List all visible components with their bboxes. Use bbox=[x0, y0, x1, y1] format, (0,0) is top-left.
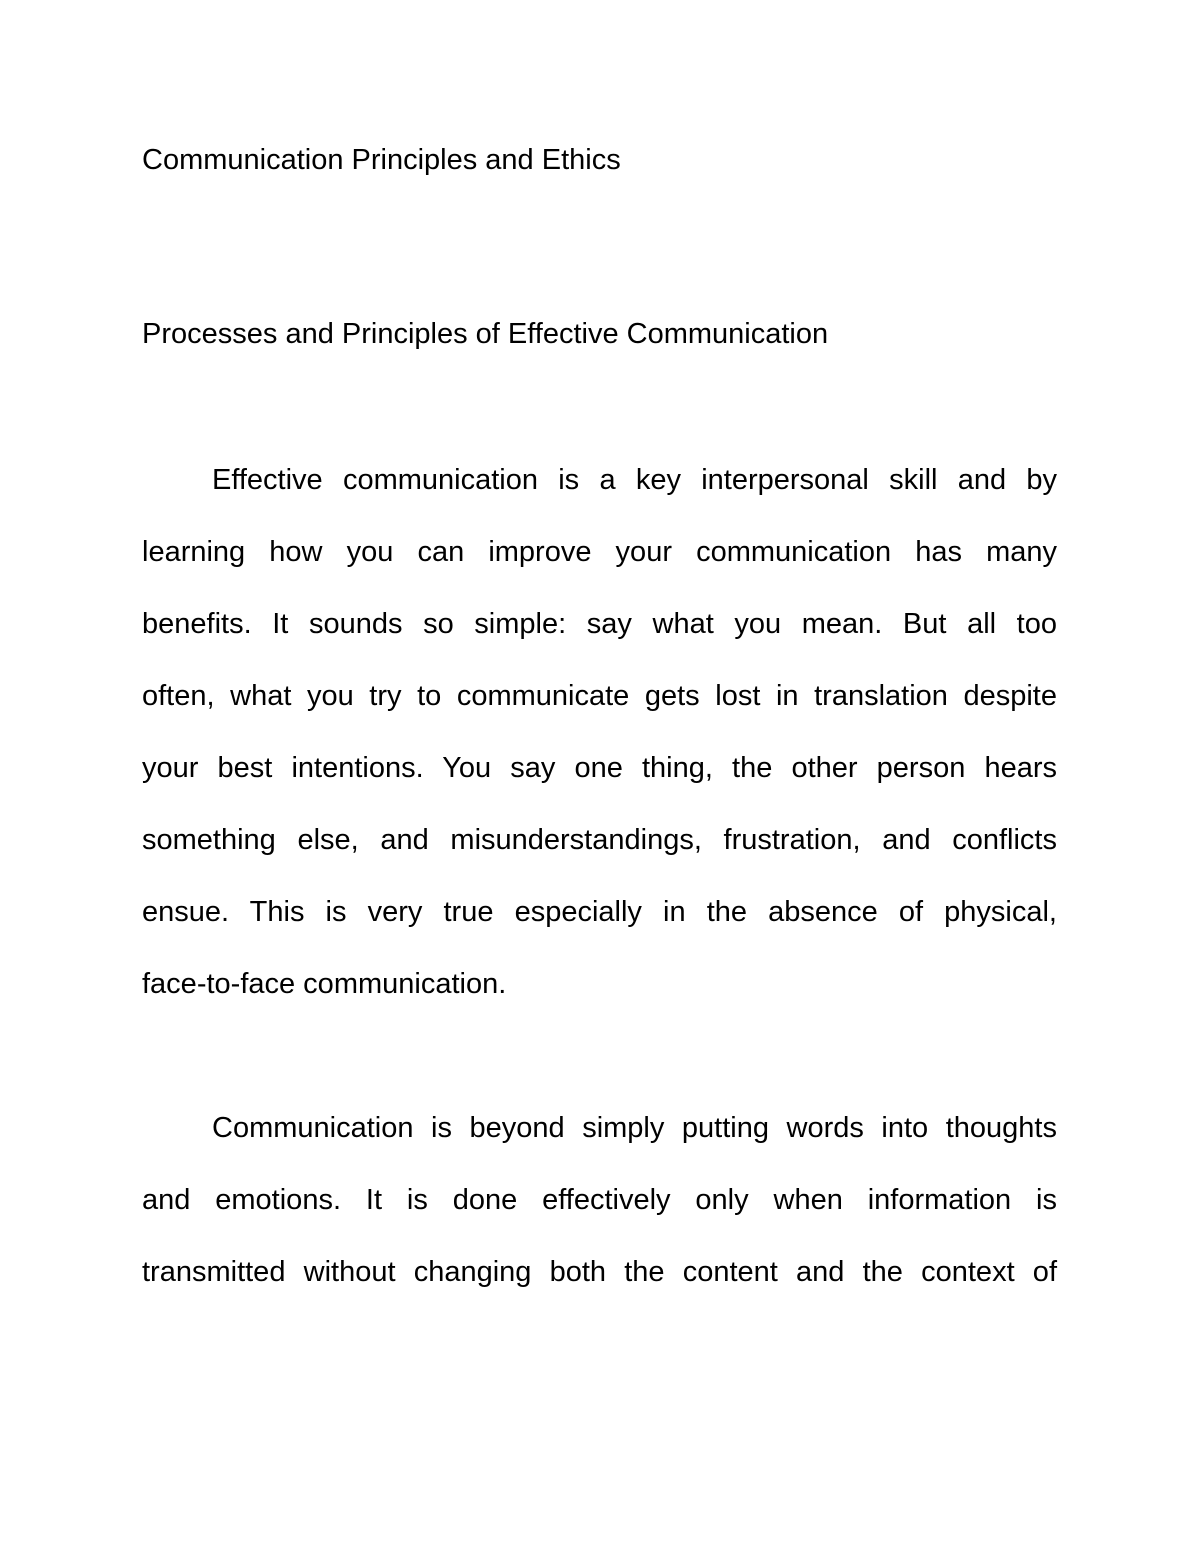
paragraph-line: and emotions. It is done effectively only when information is bbox=[142, 1184, 1057, 1216]
paragraph-line: Communication is beyond simply putting words into thoughts bbox=[212, 1112, 1057, 1144]
body-paragraph bbox=[142, 444, 1057, 1020]
paragraph-line: transmitted without changing both the content and the context of bbox=[142, 1256, 1057, 1288]
section-heading: Processes and Principles of Effective Communication bbox=[142, 318, 829, 350]
paragraph-line: learning how you can improve your communication has many bbox=[142, 536, 1057, 568]
paragraph-line: something else, and misunderstandings, frustration, and conflicts bbox=[142, 824, 1057, 856]
document-title: Communication Principles and Ethics bbox=[142, 144, 621, 176]
paragraph-line: benefits. It sounds so simple: say what you mean. But all too bbox=[142, 608, 1057, 640]
paragraph-line: face-to-face communication. bbox=[142, 968, 507, 1000]
body-paragraph bbox=[142, 1092, 1057, 1308]
paragraph-line: Effective communication is a key interpersonal skill and by bbox=[212, 464, 1057, 496]
paragraph-line: ensue. This is very true especially in the absence of physical, bbox=[142, 896, 1057, 928]
paragraph-line: often, what you try to communicate gets lost in translation despite bbox=[142, 680, 1057, 712]
paragraph-line: your best intentions. You say one thing, the other person hears bbox=[142, 752, 1057, 784]
